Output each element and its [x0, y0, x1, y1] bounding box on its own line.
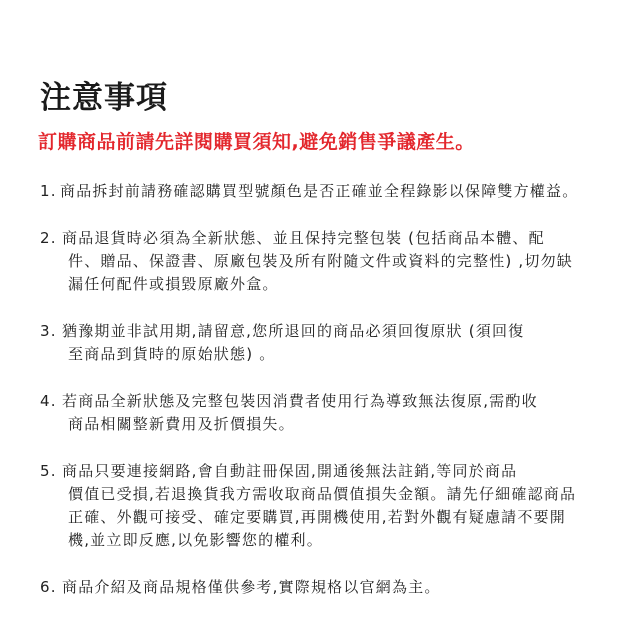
notice-item-5 [40, 460, 620, 552]
notice-warning: 訂購商品前請先詳閱購買須知,避免銷售爭議產生。 [38, 131, 475, 153]
item-line: 商品拆封前請務確認購買型號顏色是否正確並全程錄影以保障雙方權益。 [60, 182, 579, 200]
item-text [62, 390, 620, 436]
notice-item-4 [40, 390, 620, 436]
item-line: 若商品全新狀態及完整包裝因消費者使用行為導致無法復原,需酌收 [62, 392, 538, 410]
item-line: 商品介紹及商品規格僅供參考,實際規格以官網為主。 [62, 578, 441, 596]
notice-title: 注意事項 [40, 80, 168, 116]
item-number: 3. [40, 322, 57, 340]
item-line: 漏任何配件或損毀原廠外盒。 [68, 275, 279, 293]
item-line: 至商品到貨時的原始狀態) 。 [68, 345, 276, 363]
item-line: 機,並立即反應,以免影響您的權利。 [68, 531, 323, 549]
item-line: 商品退貨時必須為全新狀態、並且保持完整包裝 (包括商品本體、配 [62, 229, 545, 247]
item-text [62, 320, 620, 366]
item-number: 1. [40, 182, 57, 200]
item-text [62, 576, 620, 599]
item-number: 4. [40, 392, 57, 410]
item-line: 猶豫期並非試用期,請留意,您所退回的商品必須回復原狀 (須回復 [62, 322, 525, 340]
notice-item-3 [40, 320, 620, 366]
item-number: 2. [40, 229, 57, 247]
item-text [60, 180, 620, 203]
item-line: 件、贈品、保證書、原廠包裝及所有附隨文件或資料的完整性) ,切勿缺 [68, 252, 573, 270]
item-line: 價值已受損,若退換貨我方需收取商品價值損失金額。請先仔細確認商品 [68, 485, 577, 503]
notice-item-6 [40, 576, 620, 599]
notice-item-1 [40, 180, 620, 203]
item-line: 商品只要連接網路,會自動註冊保固,開通後無法註銷,等同於商品 [62, 462, 518, 480]
item-text [62, 460, 620, 552]
notice-section [40, 78, 620, 623]
item-text [62, 227, 620, 296]
item-line: 正確、外觀可接受、確定要購買,再開機使用,若對外觀有疑慮請不要開 [68, 508, 566, 526]
item-line: 商品相關整新費用及折價損失。 [68, 415, 295, 433]
notice-item-2 [40, 227, 620, 296]
item-number: 5. [40, 462, 57, 480]
item-number: 6. [40, 578, 57, 596]
notice-list [40, 180, 620, 599]
